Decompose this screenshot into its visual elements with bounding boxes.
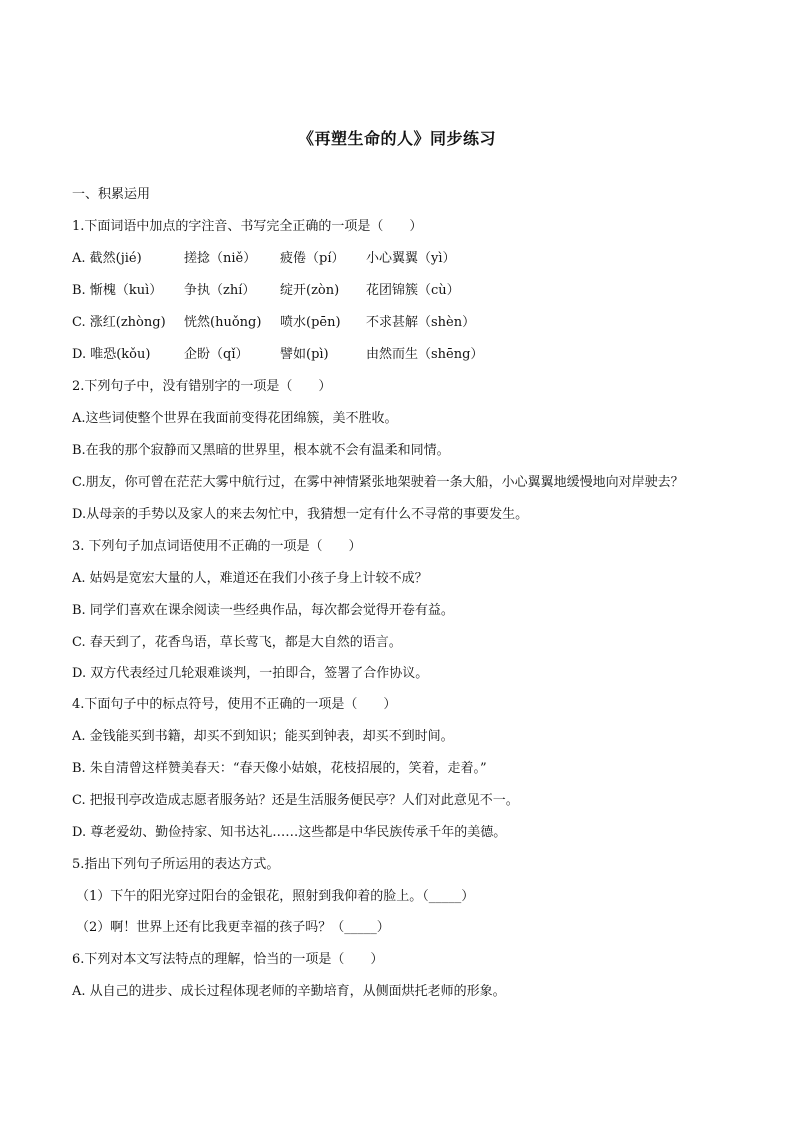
option-term: 争执（zhí） [184, 283, 256, 298]
question-4-option-c: C. 把报刊亭改造成志愿者服务站？还是生活服务便民亭？人们对此意见不一。 [72, 793, 519, 808]
question-3-option-b: B. 同学们喜欢在课余阅读一些经典作品，每次都会觉得开卷有益。 [72, 603, 454, 618]
question-2-stem: 2.下列句子中，没有错别字的一项是（ ） [72, 379, 332, 394]
option-term: 搓捻（niě） [184, 251, 257, 266]
option-term: 花团锦簇（cù） [366, 283, 460, 298]
question-4-option-d: D. 尊老爱幼、勤俭持家、知书达礼……这些都是中华民族传承千年的美德。 [72, 825, 507, 840]
option-term: 企盼（qǐ） [184, 347, 249, 362]
option-term: C. 涨红(zhòng) [72, 315, 166, 330]
option-term: 由然而生（shēng） [366, 347, 484, 362]
option-term: D. 唯恐(kǒu) [72, 347, 151, 362]
question-5-item-1: （1）下午的阳光穿过阳台的金银花，照射到我仰着的脸上。（_____） [76, 889, 475, 904]
option-term: A. 截然(jié) [72, 251, 142, 266]
option-term: B. 惭槐（kuì） [72, 283, 163, 298]
question-5-item-2: （2）啊！世界上还有比我更幸福的孩子吗？（_____） [76, 920, 390, 935]
option-term: 喷水(pēn) [280, 315, 341, 330]
question-2-option-b: B.在我的那个寂静而又黑暗的世界里，根本就不会有温柔和同情。 [72, 443, 450, 458]
question-5-stem: 5.指出下列句子所运用的表达方式。 [72, 857, 280, 872]
option-term: 小心翼翼（yì） [366, 251, 456, 266]
question-6-stem: 6.下列对本文写法特点的理解，恰当的一项是（ ） [72, 952, 384, 967]
question-6-option-a: A. 从自己的进步、成长过程体现老师的辛勤培育，从侧面烘托老师的形象。 [72, 984, 506, 999]
question-4-stem: 4.下面句子中的标点符号，使用不正确的一项是（ ） [72, 697, 397, 712]
question-4-option-a: A. 金钱能买到书籍，却买不到知识；能买到钟表，却买不到时间。 [72, 729, 454, 744]
section-heading: 一、积累运用 [72, 187, 151, 202]
option-term: 绽开(zòn) [280, 283, 340, 298]
question-2-option-d: D.从母亲的手势以及家人的来去匆忙中，我猜想一定有什么不寻常的事要发生。 [72, 507, 529, 522]
option-term: 疲倦（pí） [280, 251, 345, 266]
question-4-option-b: B. 朱自清曾这样赞美春天：“春天像小姑娘，花枝招展的，笑着，走着。” [72, 761, 487, 776]
option-term: 譬如(pì) [280, 347, 329, 362]
question-3-stem: 3. 下列句子加点词语使用不正确的一项是（ ） [72, 539, 362, 554]
question-2-option-c: C.朋友，你可曾在茫茫大雾中航行过，在雾中神情紧张地架驶着一条大船，小心翼翼地缓慢地向对岸驶去？ [72, 475, 684, 490]
question-3-option-d: D. 双方代表经过几轮艰难谈判，一拍即合，签署了合作协议。 [72, 666, 429, 681]
option-term: 不求甚解（shèn） [366, 315, 476, 330]
question-3-option-c: C. 春天到了，花香鸟语，草长莺飞，都是大自然的语言。 [72, 635, 402, 650]
question-3-option-a: A. 姑妈是宽宏大量的人，难道还在我们小孩子身上计较不成？ [72, 571, 428, 586]
question-1-stem: 1.下面词语中加点的字注音、书写完全正确的一项是（ ） [72, 219, 423, 234]
option-term: 恍然(huǒng) [184, 315, 262, 330]
page-title: 《再塑生命的人》同步练习 [297, 129, 496, 148]
question-2-option-a: A.这些词使整个世界在我面前变得花团绵簇，美不胜收。 [72, 411, 398, 426]
